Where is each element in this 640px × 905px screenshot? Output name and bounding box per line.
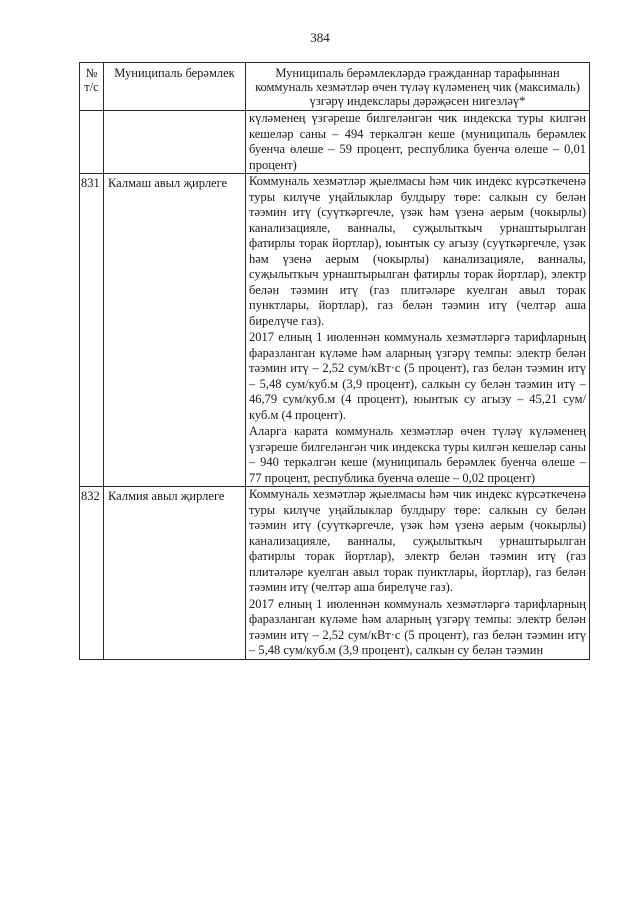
row-description bbox=[246, 174, 589, 486]
paragraph: күләменең үзгәреше билгеләнгән чик индекска туры килгән кешеләр саны – 494 теркәлгән кеше (муниципаль берәмлек буенча өлеше – 59 процент, республика буенча өлеше – 0,01 процент) bbox=[249, 111, 586, 172]
header-description-label: Муниципаль берәмлекләрдә гражданнар тарафыннан коммуналь хезмәтләр өчен түләү күләменең чик (максималь) үзгәрү индекслары дәрәҗәсен нигезләү* bbox=[255, 66, 580, 108]
table-row bbox=[80, 174, 590, 487]
tariff-table bbox=[79, 62, 590, 660]
table-header-row bbox=[80, 63, 590, 111]
paragraph: Коммуналь хезмәтләр җыелмасы һәм чик индекс күрсәткеченә туры килүче уңайлыклар булдыру төре: салкын су белән тәэмин итү (суүткәргечле, үзәк һәм үзенә аерым (чокырлы) канализацияле, ванналы, суҗылыткыч урнаштырылган фатирлы торак йортлар), электр белән тәэмин итү (газ плитәләре куелган авыл торак пунктлары, йортлар), газ белән тәэмин итү (челтәр аша бирелүче газ). bbox=[249, 487, 586, 594]
row-description bbox=[246, 111, 589, 173]
row-number: 832 bbox=[81, 489, 100, 503]
page-number: 384 bbox=[310, 30, 330, 45]
row-municipality: Калмия авыл җирлеге bbox=[108, 489, 225, 503]
row-municipality bbox=[104, 111, 245, 115]
row-description bbox=[246, 487, 589, 659]
row-number bbox=[80, 111, 103, 115]
row-municipality: Калмаш авыл җирлеге bbox=[108, 176, 228, 190]
row-number: 831 bbox=[81, 176, 100, 190]
paragraph: 2017 елның 1 июленнән коммуналь хезмәтләргә тарифларның фаразланган күләме һәм аларның үзгәрү темпы: электр белән тәэмин итү – 2,52 сум/кВт·с (5 процент), газ белән тәэмин итү – 5,48 сум/куб.м (3,9 процент), салкын су белән тәэмин bbox=[249, 596, 586, 657]
table-row bbox=[80, 111, 590, 174]
header-number-label: № т/с bbox=[84, 66, 99, 94]
header-description-cell bbox=[246, 63, 590, 111]
paragraph: Аларга карата коммуналь хезмәтләр өчен түләү күләменең үзгәреше билгеләнгән чик индекска туры килгән кешеләр саны – 940 теркәлгән кеше (муниципаль берәмлек буенча өлеше – 77 процент, республика буенча өлеше – 0,02 процент) bbox=[249, 424, 586, 485]
paragraph: Коммуналь хезмәтләр җыелмасы һәм чик индекс күрсәткеченә туры килүче уңайлыклар булдыру төре: салкын су белән тәэмин итү (суүткәргечле, үзәк һәм үзенә аерым (чокырлы) канализацияле, ванналы, суҗылыткыч урнаштырылган фатирлы торак йортлар), юынтык су агызу (суүткәргечле, үзәк һәм үзенә аерым (чокырлы) канализацияле, ванналы, суҗылыткыч урнаштырылган фатирлы торак йортлар), электр белән тәэмин итү (газ плитәләре куелган авыл торак пунктлары, йортлар), газ белән тәэмин итү (челтәр аша бирелүче газ). bbox=[249, 174, 586, 328]
header-number-cell bbox=[80, 63, 104, 111]
paragraph: 2017 елның 1 июленнән коммуналь хезмәтләргә тарифларның фаразланган күләме һәм аларның үзгәрү темпы: электр белән тәэмин итү – 2,52 сум/кВт·с (5 процент), газ белән тәэмин итү – 5,48 сум/куб.м (3,9 процент), салкын су белән тәэмин итү – 46,79 сум/куб.м (4 процент), юынтык су агызу – 45,21 сум/куб.м (4 процент). bbox=[249, 330, 586, 422]
header-municipality-cell bbox=[104, 63, 246, 111]
header-municipality-label: Муниципаль берәмлек bbox=[114, 66, 235, 80]
table-row bbox=[80, 487, 590, 660]
